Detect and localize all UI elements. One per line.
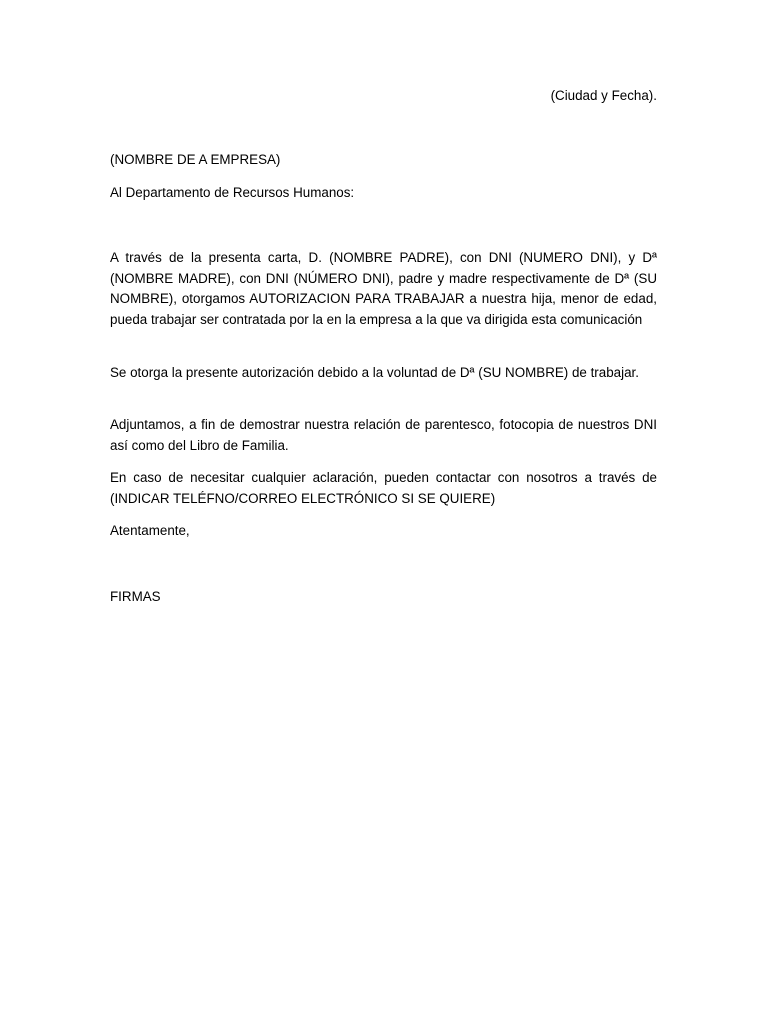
paragraph-attachments: Adjuntamos, a fin de demostrar nuestra relación de parentesco, fotocopia de nuestros DNI así como del Libro de Familia. <box>110 417 657 453</box>
paragraph-authorization: A través de la presenta carta, D. (NOMBRE PADRE), con DNI (NUMERO DNI), y Dª (NOMBRE MADRE), con DNI (NÚMERO DNI), padre y madre respectivamente de Dª (SU NOMBRE), otorgamos AUTORIZACION PARA TRABAJAR a nuestra hija, menor de edad, pueda trabajar ser contratada por la en la empresa a la que va dirigida esta comunicación <box>110 250 657 327</box>
closing: Atentamente, <box>110 523 190 538</box>
company-name: (NOMBRE DE A EMPRESA) <box>110 152 281 167</box>
paragraph-contact: En caso de necesitar cualquier aclaración, pueden contactar con nosotros a través de (INDICAR TELÉFNO/CORREO ELECTRÓNICO SI SE QUIERE) <box>110 470 657 506</box>
place-date: (Ciudad y Fecha). <box>550 88 657 103</box>
paragraph-reason: Se otorga la presente autorización debido a la voluntad de Dª (SU NOMBRE) de trabajar. <box>110 365 639 380</box>
recipient-line: Al Departamento de Recursos Humanos: <box>110 185 355 200</box>
signatures: FIRMAS <box>110 589 161 604</box>
